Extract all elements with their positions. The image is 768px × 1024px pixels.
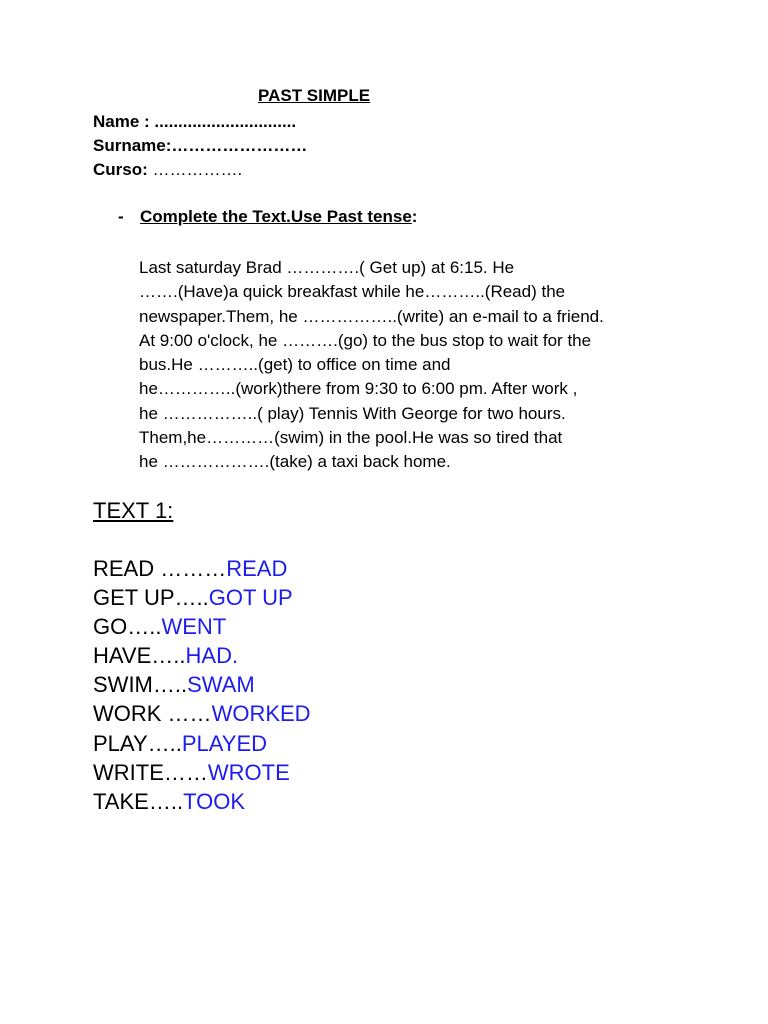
curso-blank: ……………. — [152, 160, 243, 179]
exercise-paragraph — [139, 256, 604, 475]
verb-past: HAD. — [185, 643, 239, 669]
surname-label: Surname: — [93, 136, 172, 155]
verb-past: TOOK — [183, 788, 246, 814]
instruction — [118, 207, 417, 227]
name-label: Name : — [93, 112, 155, 131]
verb-past: GOT UP — [208, 585, 293, 611]
answer-row — [93, 787, 311, 816]
paragraph-line: bus.He ………..(get) to office on time and — [139, 355, 451, 375]
verb-base: GET UP….. — [93, 585, 209, 611]
answer-row — [93, 641, 311, 670]
page-title: PAST SIMPLE — [258, 86, 371, 105]
verb-base: TAKE….. — [93, 788, 184, 814]
paragraph-line: …….(Have)a quick breakfast while he………..(Read) the — [139, 282, 566, 302]
answer-list — [93, 554, 311, 816]
verb-base: READ ……… — [93, 556, 227, 581]
paragraph-line: newspaper.Them, he ……………..(write) an e-mail to a friend. — [139, 306, 604, 326]
paragraph-line: he ……………..( play) Tennis With George for two hours. — [139, 403, 566, 423]
verb-past: SWAM — [187, 672, 255, 698]
paragraph-line: he…………..(work)there from 9:30 to 6:00 pm. After work , — [139, 379, 578, 399]
section-heading: TEXT 1: — [93, 498, 174, 523]
instruction-text: Complete the Text.Use Past tense — [140, 207, 412, 226]
surname-field — [93, 136, 307, 156]
verb-past: PLAYED — [181, 730, 268, 756]
answer-row — [93, 758, 311, 787]
verb-base: WRITE…… — [93, 759, 208, 785]
verb-base: PLAY….. — [93, 730, 182, 756]
name-blank: .............................. — [154, 112, 297, 131]
paragraph-line: he ……………….(take) a taxi back home. — [139, 452, 451, 472]
curso-label: Curso: — [93, 160, 153, 179]
curso-field — [93, 160, 242, 180]
verb-past: WROTE — [207, 759, 290, 785]
instruction-colon: : — [411, 207, 418, 226]
verb-base: SWIM….. — [93, 672, 188, 698]
answer-row — [93, 729, 311, 758]
verb-base: WORK …… — [93, 701, 212, 727]
paragraph-line: At 9:00 o'clock, he ……….(go) to the bus stop to wait for the — [139, 330, 592, 350]
verb-past: WORKED — [211, 701, 311, 727]
paragraph-line: Last saturday Brad ………….( Get up) at 6:15. He — [139, 258, 515, 277]
verb-past: WENT — [161, 614, 227, 640]
verb-past: READ — [226, 556, 288, 581]
answer-row — [93, 612, 311, 641]
answer-row — [93, 554, 311, 583]
surname-blank: …………………… — [171, 136, 308, 155]
name-field — [93, 112, 296, 132]
bullet-dash: - — [118, 207, 124, 226]
answer-row — [93, 583, 311, 612]
answer-row — [93, 670, 311, 699]
answer-row — [93, 699, 311, 728]
paragraph-line: Them,he…………(swim) in the pool.He was so tired that — [139, 428, 563, 448]
verb-base: HAVE….. — [93, 643, 186, 669]
verb-base: GO….. — [93, 614, 162, 640]
